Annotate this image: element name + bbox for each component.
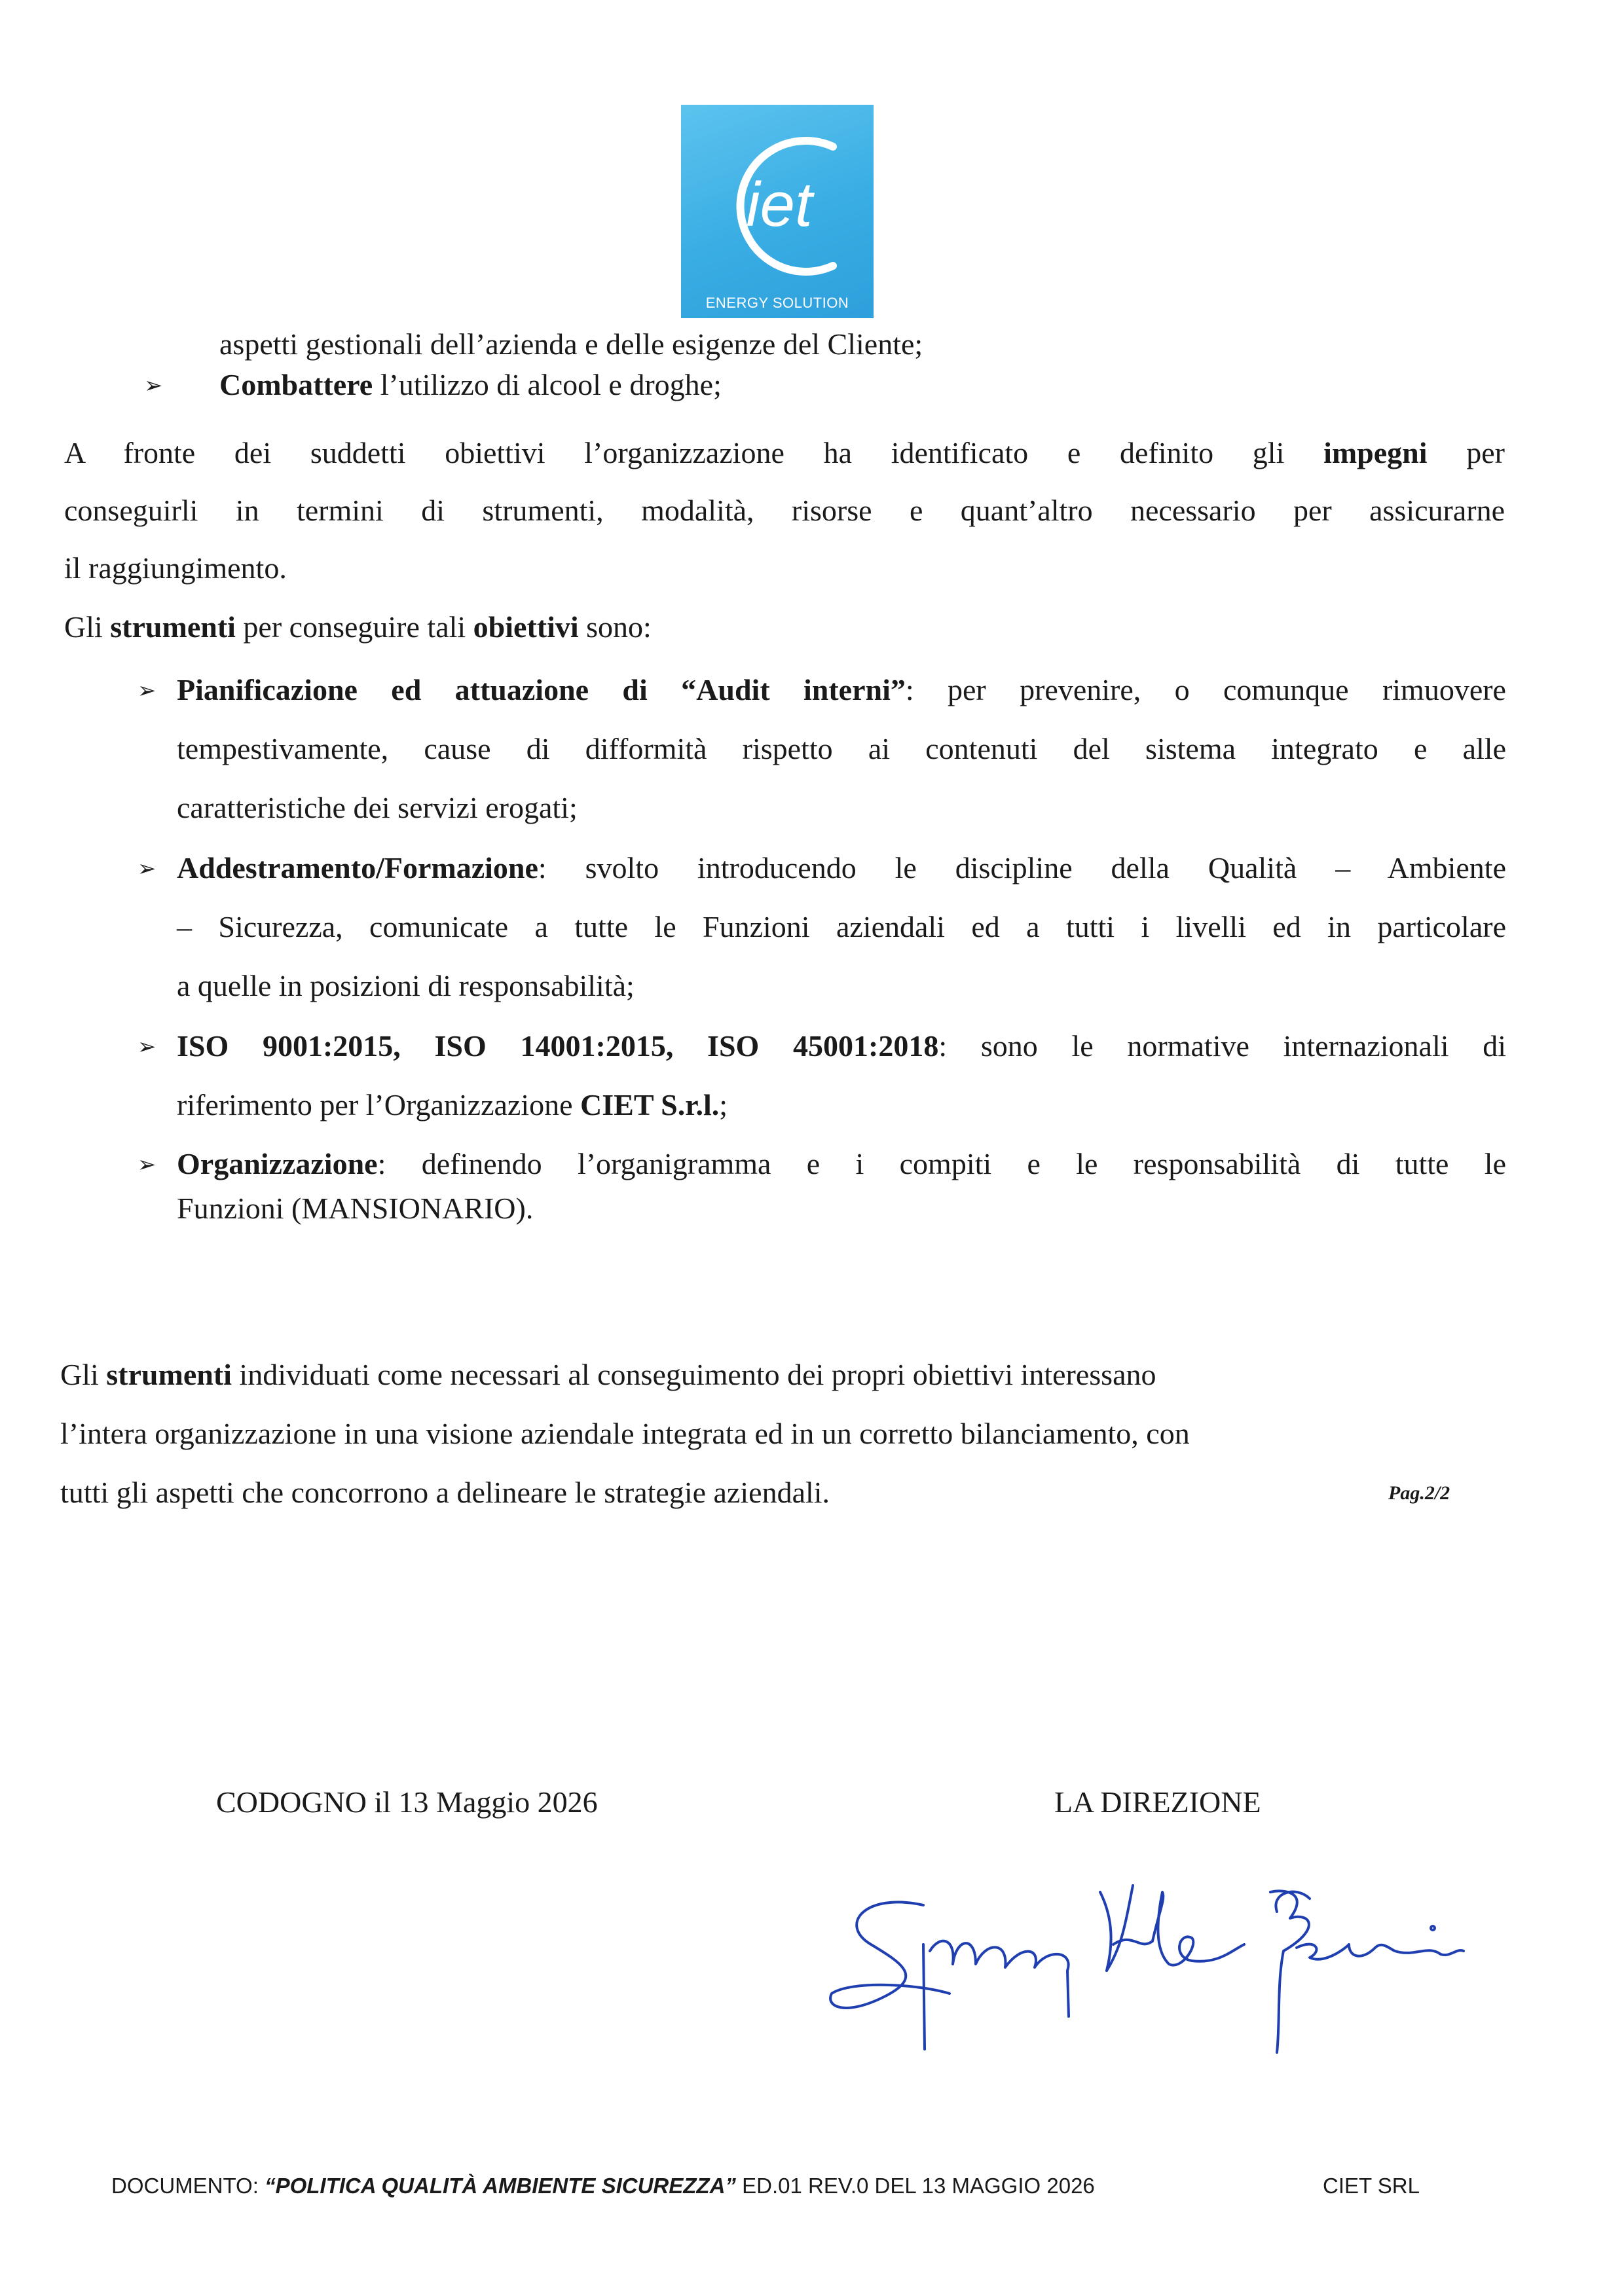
footer-company: CIET SRL [1323,2174,1420,2198]
paragraph-3-line-1: Gli strumenti individuati come necessari al conseguimento dei propri obiettivi interessano [60,1358,1156,1391]
logo-mark-icon [681,105,874,318]
footer-document: DOCUMENTO: “POLITICA QUALITÀ AMBIENTE SICUREZZA” ED.01 REV.0 DEL 13 MAGGIO 2026 [111,2174,1095,2198]
bullet-arrow-icon: ➢ [138,679,157,703]
paragraph-2: Gli strumenti per conseguire tali obiettivi sono: [64,610,652,644]
paragraph-1-line-2: conseguirli in termini di strumenti, modalità, risorse e quant’altro necessario per assicurarne [64,494,1505,527]
bullet-2-line-3: a quelle in posizioni di responsabilità; [177,969,635,1002]
bullet-0-bold: Combattere [219,368,373,401]
paragraph-3-line-3: tutti gli aspetti che concorrono a delineare le strategie aziendali. [60,1476,830,1509]
bullet-3-line-1: ISO 9001:2015, ISO 14001:2015, ISO 45001:2018: sono le normative internazionali di [177,1029,1507,1063]
paragraph-1-line-1: A fronte dei suddetti obiettivi l’organizzazione ha identificato e definito gli impegni per [64,436,1505,469]
bullet-1-line-2: tempestivamente, cause di difformità rispetto ai contenuti del sistema integrato e alle [177,732,1506,765]
paragraph-1-line-3: il raggiungimento. [64,551,287,585]
page-number: Pag.2/2 [1388,1482,1450,1504]
bullet-arrow-icon: ➢ [138,1035,157,1059]
bullet-1-line-3: caratteristiche dei servizi erogati; [177,791,578,824]
bullet-arrow-icon: ➢ [144,374,163,398]
place-date: CODOGNO il 13 Maggio 2026 [216,1785,598,1819]
bullet-arrow-icon: ➢ [138,857,157,881]
bullet-0-text: l’utilizzo di alcool e droghe; [373,368,722,401]
logo-brand-text: iet [746,170,813,240]
bullet-1-line-1: Pianificazione ed attuazione di “Audit interni”: per prevenire, o comunque rimuovere [177,673,1506,706]
bullet-3-line-2: riferimento per l’Organizzazione CIET S.r.l.; [177,1088,728,1121]
bullet-4-line-2: Funzioni (MANSIONARIO). [177,1192,534,1225]
bullet-2-line-2: – Sicurezza, comunicate a tutte le Funzioni aziendali ed a tutti i livelli ed in particolare [177,910,1506,943]
bullet-2-line-1: Addestramento/Formazione: svolto introducendo le discipline della Qualità – Ambiente [177,851,1506,884]
company-logo [681,105,874,318]
bullet-4-line-1: Organizzazione: definendo l’organigramma e i compiti e le responsabilità di tutte le [177,1147,1506,1180]
paragraph-3-line-2: l’intera organizzazione in una visione aziendale integrata ed in un corretto bilanciamento, con [60,1417,1190,1450]
handwritten-signature-icon [825,1866,1467,2082]
text-line-1: aspetti gestionali dell’azienda e delle esigenze del Cliente; [219,327,923,361]
bullet-arrow-icon: ➢ [138,1153,157,1177]
direction-label: LA DIREZIONE [1054,1785,1261,1819]
bullet-0 [219,367,722,403]
logo-subtitle: ENERGY SOLUTION [705,295,849,311]
